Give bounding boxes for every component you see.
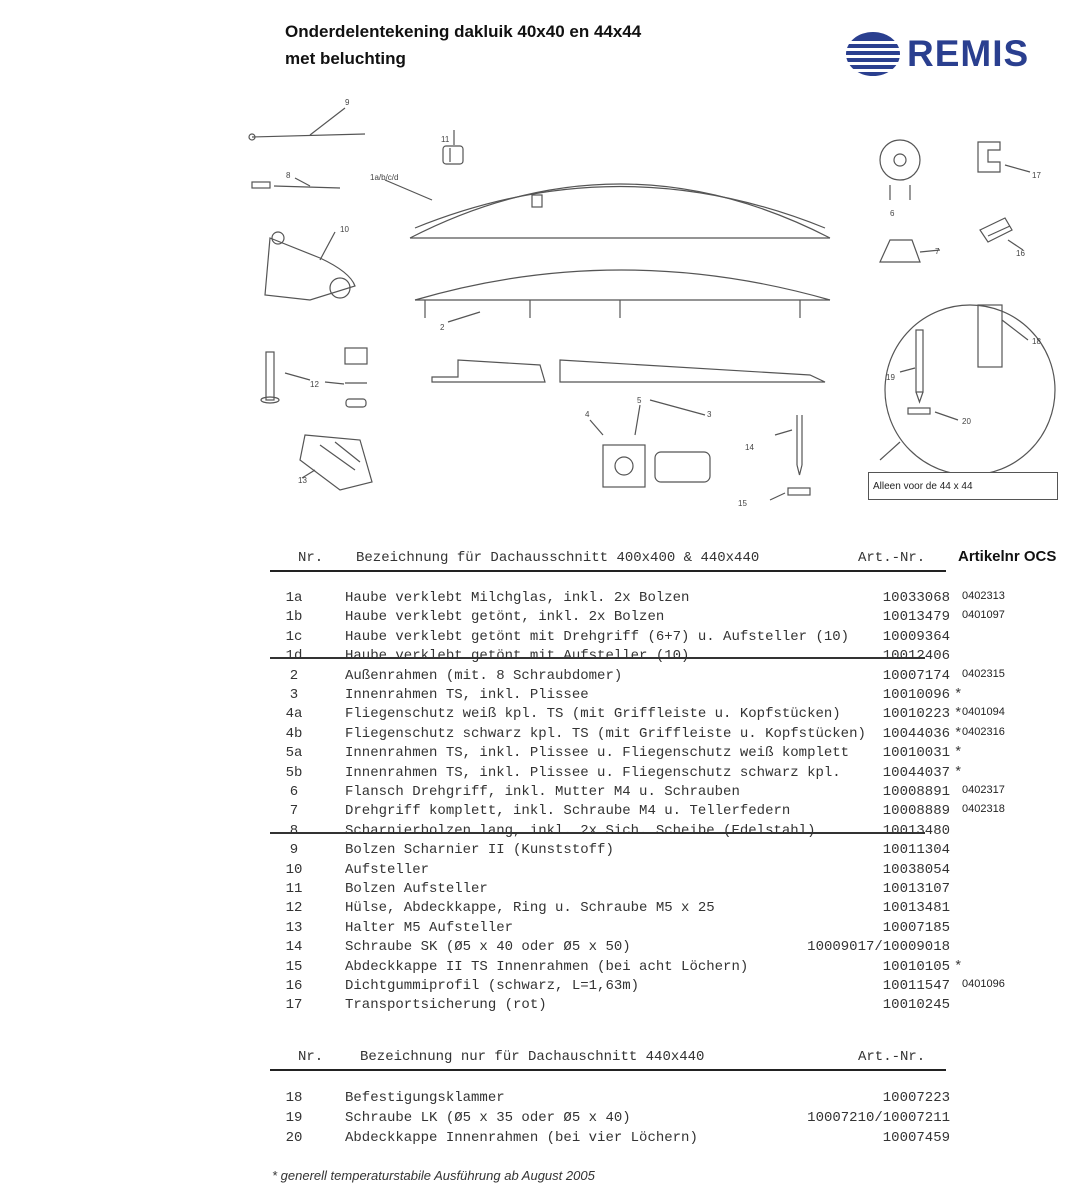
part-12-sleeve-set [261,348,367,407]
row-nr: 1a [285,590,303,606]
row-description: Haube verklebt getönt mit Aufsteller (10) [345,648,690,665]
table2-header-desc: Bezeichnung nur für Dachauschnitt 440x440 [360,1049,705,1065]
row-ocs-number: 0402317 [962,784,1005,796]
row-nr: 9 [289,842,299,859]
row-article-number: 10010223 [882,706,950,723]
label-9: 9 [345,98,350,107]
row-description: Haube verklebt getönt mit Drehgriff (6+7) u. Aufsteller (10) [345,628,850,645]
table-row [270,920,1030,939]
row-footnote-marker: * [954,706,963,723]
part-4-5-fly-screen [590,405,710,487]
table-row [270,726,1030,745]
table1-header-art: Art.-Nr. [858,550,926,566]
row-nr: 8 [289,822,299,839]
row-article-number: 10010245 [882,997,950,1014]
row-ocs-number: 0401097 [962,609,1005,622]
row-article-number: 10007210/10007211 [807,1110,950,1126]
row-article-number: 10038054 [882,861,950,878]
row-ocs-number: 0402313 [962,590,1005,602]
row-article-number: 10013107 [882,881,950,897]
part-16-seal-profile [980,218,1023,250]
row-article-number: 10010105 [882,958,950,975]
row-article-number: 10010096 [882,687,950,703]
label-8: 8 [286,171,291,180]
label-6: 6 [890,209,895,218]
part-3-inner-frame [432,360,825,415]
row-description: Abdeckkappe Innenrahmen (bei vier Löchern) [345,1130,698,1146]
table-row [270,590,1030,609]
label-15: 15 [738,499,747,508]
label-10: 10 [340,225,349,234]
table1-header-desc: Bezeichnung für Dachausschnitt 400x400 & 440x440 [356,550,760,566]
remis-logo [845,30,1055,78]
part-10-stay-arm [265,232,355,300]
row-nr: 10 [285,861,303,878]
row-article-number: 10008891 [882,784,950,800]
row-article-number: 10009364 [882,628,950,645]
table2-header-nr: Nr. [298,1049,324,1065]
row-nr: 5b [285,764,303,781]
table-row [270,1090,1030,1109]
part-14-15-screws [770,415,810,500]
label-18: 18 [1032,337,1041,346]
row-article-number: 10013481 [882,900,950,917]
label-3: 3 [707,410,712,419]
table-row [270,881,1030,900]
strikethrough-line [270,657,925,659]
table-row [270,842,1030,861]
part-2-outer-frame [415,270,830,322]
row-nr: 19 [285,1110,303,1126]
row-description: Bolzen Aufsteller [345,881,488,897]
label-7: 7 [935,247,940,256]
row-footnote-marker: * [954,687,963,703]
table-row [270,997,1030,1016]
table-row [270,745,1030,764]
remis-logo-mark-icon [845,30,901,78]
table-row [270,668,1030,687]
row-footnote-marker: * [954,725,963,742]
label-16: 16 [1016,249,1025,258]
row-description: Außenrahmen (mit. 8 Schraubdomer) [345,667,623,684]
detail-callout: Alleen voor de 44 x 44 [868,472,1058,500]
row-article-number: 10044037 [882,764,950,781]
row-footnote-marker: * [954,745,963,762]
row-description: Drehgriff komplett, inkl. Schraube M4 u. Tellerfedern [345,803,791,820]
row-article-number: 10007223 [882,1090,950,1106]
table1-header-ocs: Artikelnr OCS [958,548,1057,565]
table-row [270,765,1030,784]
row-description: Dichtgummiprofil (schwarz, L=1,63m) [345,978,640,994]
row-article-number: 10013480 [882,822,950,839]
row-ocs-number: 0402318 [962,803,1005,816]
row-nr: 20 [285,1130,303,1146]
part-13-stay-holder [300,435,372,490]
row-description: Haube verklebt getönt, inkl. 2x Bolzen [345,609,665,626]
table2-header-rule [270,1069,946,1071]
row-description: Transportsicherung (rot) [345,997,547,1014]
label-4: 4 [585,410,590,419]
label-13: 13 [298,476,307,485]
row-nr: 5a [285,745,303,762]
row-footnote-marker: * [954,958,963,975]
row-description: Fliegenschutz weiß kpl. TS (mit Griffleiste u. Kopfstücken) [345,706,841,723]
row-article-number: 10044036 [882,725,950,742]
part-7-turn-handle [880,240,940,262]
row-article-number: 10012406 [882,648,950,665]
label-19: 19 [886,373,895,382]
table2-header-art: Art.-Nr. [858,1049,926,1065]
row-nr: 4a [285,706,303,723]
footnote: * generell temperaturstabile Ausführung ab August 2005 [272,1168,595,1183]
row-description: Bolzen Scharnier II (Kunststoff) [345,842,614,859]
label-17: 17 [1032,171,1041,180]
part-6-handle-flange [880,140,920,200]
row-description: Halter M5 Aufsteller [345,919,514,936]
row-description: Aufsteller [345,861,430,878]
label-1: 1a/b/c/d [370,173,399,182]
table-row [270,939,1030,958]
row-nr: 7 [289,803,299,820]
row-description: Schraube LK (Ø5 x 35 oder Ø5 x 40) [345,1110,631,1126]
table-row [270,900,1030,919]
row-ocs-number: 0401094 [962,706,1005,719]
row-description: Innenrahmen TS, inkl. Plissee u. Fliegenschutz weiß komplett [345,745,850,762]
table-row [270,609,1030,628]
row-nr: 14 [285,939,303,956]
row-article-number: 10011547 [882,978,950,994]
table-row [270,803,1030,822]
part-9-hinge-bolt [249,108,365,140]
logo-brand-text: REMIS [907,33,1030,74]
row-nr: 1c [285,628,303,645]
row-article-number: 10007459 [882,1130,950,1146]
row-description: Innenrahmen TS, inkl. Plissee u. Fliegenschutz schwarz kpl. [345,764,841,781]
row-article-number: 10011304 [882,842,950,859]
row-nr: 17 [285,997,303,1014]
row-article-number: 10033068 [882,590,950,606]
table-row [270,1110,1030,1129]
label-20: 20 [962,417,971,426]
page-title [285,18,641,72]
row-nr: 1b [285,609,303,626]
label-14: 14 [745,443,754,452]
label-5: 5 [637,396,642,405]
row-ocs-number: 0402315 [962,667,1005,680]
row-description: Flansch Drehgriff, inkl. Mutter M4 u. Schrauben [345,784,740,800]
row-article-number: 10010031 [882,745,950,762]
row-nr: 4b [285,725,303,742]
title-line-2: met beluchting [285,49,406,68]
table1-header-nr: Nr. [298,550,324,566]
row-article-number: 10013479 [882,609,950,626]
row-description: Befestigungsklammer [345,1090,505,1106]
row-nr: 6 [289,784,299,800]
title-line-1: Onderdelentekening dakluik 40x40 en 44x44 [285,22,642,41]
table-row [270,784,1030,803]
table-row [270,629,1030,648]
table-row [270,959,1030,978]
row-nr: 13 [285,919,303,936]
row-description: Haube verklebt Milchglas, inkl. 2x Bolzen [345,590,690,606]
exploded-parts-drawing [240,90,1070,520]
row-ocs-number: 0401096 [962,978,1005,990]
table-row [270,862,1030,881]
row-description: Abdeckkappe II TS Innenrahmen (bei acht Löchern) [345,958,749,975]
label-11: 11 [441,135,450,144]
row-description: Hülse, Abdeckkappe, Ring u. Schraube M5 x 25 [345,900,715,917]
row-description: Fliegenschutz schwarz kpl. TS (mit Griffleiste u. Kopfstücken) [345,725,866,742]
row-description: Innenrahmen TS, inkl. Plissee [345,687,589,703]
table-row [270,1130,1030,1149]
row-nr: 15 [285,958,303,975]
row-nr: 16 [285,978,303,994]
row-article-number: 10008889 [882,803,950,820]
label-12: 12 [310,380,319,389]
row-footnote-marker: * [954,764,963,781]
row-nr: 18 [285,1090,303,1106]
detail-circle-44x44 [880,305,1055,475]
label-2: 2 [440,323,445,332]
table-row [270,706,1030,725]
table-row [270,687,1030,706]
part-8-hinge-pin [252,178,340,188]
row-article-number: 10007174 [882,667,950,684]
part-1-dome [385,180,830,238]
row-nr: 11 [285,881,303,897]
row-nr: 2 [289,667,299,684]
row-description: Scharnierbolzen lang, inkl. 2x Sich. Scheibe (Edelstahl) [345,822,816,839]
row-article-number: 10009017/10009018 [807,939,950,956]
row-nr: 12 [285,900,303,917]
row-nr: 3 [289,687,299,703]
strikethrough-line [270,832,925,834]
row-ocs-number: 0402316 [962,725,1005,738]
table1-header-rule [270,570,946,572]
row-nr: 1d [285,648,303,665]
part-17-transport-lock [978,142,1030,172]
row-description: Schraube SK (Ø5 x 40 oder Ø5 x 50) [345,939,631,956]
table-row [270,978,1030,997]
row-article-number: 10007185 [882,919,950,936]
